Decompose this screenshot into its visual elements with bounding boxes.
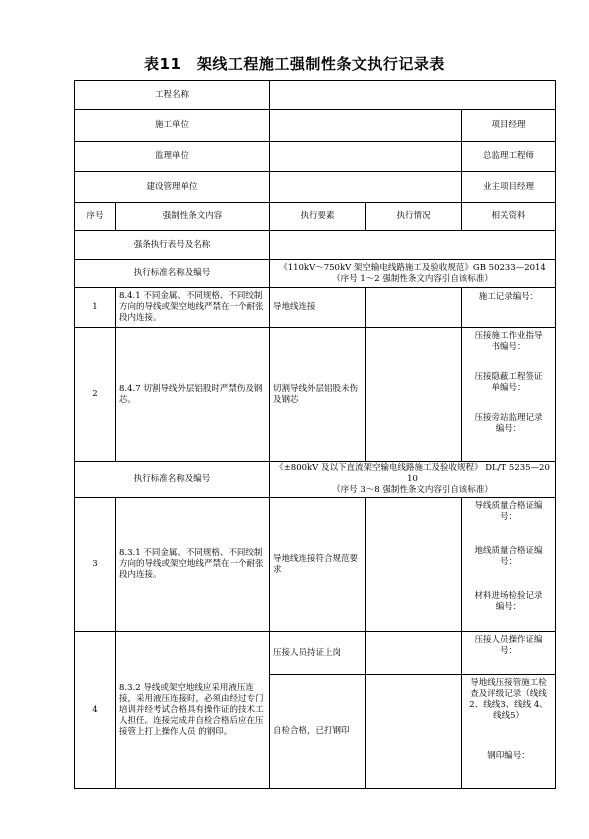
- row3-material-ref-3: 材料进场检验记录编号：: [474, 591, 543, 612]
- section2-standard-line2: （序号 3～8 强制性条文内容引自该标准）: [332, 485, 493, 495]
- table-row: [75, 498, 556, 632]
- row2-material-ref-1: 压接施工作业指导书编号：: [474, 331, 543, 352]
- row-construction-unit: [75, 110, 556, 142]
- section2-standard-line1: 《±800kV 及以下直流架空输电线路施工及验收规程》 DL/T 5235—2010: [275, 463, 550, 484]
- row1-seq: 1: [75, 288, 116, 328]
- record-no-row: [75, 231, 556, 260]
- row4-status-a[interactable]: [366, 632, 462, 675]
- construction-mgmt-unit-value[interactable]: [270, 172, 462, 203]
- row3-clause: 8.3.1 不同金属、不同规格、不同绞制方向的导线或架空地线严禁在一个耐张段内连接。: [116, 498, 270, 632]
- row3-materials: [462, 498, 556, 632]
- column-header-row: [75, 203, 556, 231]
- row-supervision-unit: [75, 142, 556, 172]
- col-clause-header: 强制性条文内容: [116, 203, 270, 231]
- supervision-unit-label: 监理单位: [75, 142, 270, 172]
- chief-supervisor-label: 总监理工程师: [462, 142, 556, 172]
- row1-materials: [462, 288, 556, 328]
- table-row: [75, 328, 556, 462]
- row2-material-ref-3: 压接旁站监理记录编号：: [474, 413, 543, 434]
- row1-material-ref: 施工记录编号：: [478, 292, 539, 302]
- row1-clause: 8.4.1 不同金属、不同规格、不同绞制方向的导线或架空地线严禁在一个耐张段内连接。: [116, 288, 270, 328]
- section1-standard-line2: （序号 1～2 强制性条文内容引自该标准）: [332, 273, 493, 284]
- section1-standard-value: [270, 260, 556, 288]
- row4-clause: 8.3.2 导线或架空地线应采用液压连接，采用液压连接时，必须由经过专门培训并经考试合格具有操作证的技术工人担任。连接完成并自检合格后应在压接管上打上操作人员 的钢印。: [116, 632, 270, 789]
- section2-standard-row: [75, 462, 556, 498]
- row2-clause: 8.4.7 切割导线外层铝股时严禁伤及钢芯。: [116, 328, 270, 462]
- record-no-value[interactable]: [270, 231, 556, 260]
- row-construction-mgmt-unit: [75, 172, 556, 203]
- row4-material-ref-2: 导地线压接管施工检查及评级记录（线线2、线线3、线线 4、线线5）: [469, 678, 548, 721]
- table-row: [75, 288, 556, 328]
- supervision-unit-value[interactable]: [270, 142, 462, 172]
- row3-material-ref-1: 导线质量合格证编号：: [474, 501, 543, 522]
- row4-requirement-a: 压接人员持证上岗: [270, 632, 366, 675]
- row2-seq: 2: [75, 328, 116, 462]
- record-no-label: 强条执行表号及名称: [75, 231, 270, 260]
- col-seq-header: 序号: [75, 203, 116, 231]
- page-title: 表11 架线工程施工强制性条文执行记录表: [144, 55, 445, 73]
- construction-unit-label: 施工单位: [75, 110, 270, 142]
- row4-status-b[interactable]: [366, 675, 462, 789]
- project-name-value[interactable]: [270, 81, 556, 110]
- owner-manager-label: 业主项目经理: [462, 172, 556, 203]
- row4-materials-b: [462, 675, 556, 789]
- col-materials-header: 相关资料: [462, 203, 556, 231]
- row1-status[interactable]: [366, 288, 462, 328]
- row3-seq: 3: [75, 498, 116, 632]
- col-requirement-header: 执行要素: [270, 203, 366, 231]
- section2-standard-value: [270, 462, 556, 498]
- row4-requirement-b: 自检合格，已打钢印: [270, 675, 366, 789]
- row4-materials-a: [462, 632, 556, 675]
- section1-standard-row: [75, 260, 556, 288]
- section1-standard-line1: 《110kV～750kV 架空输电线路施工及验收规范》GB 50233—2014: [279, 262, 546, 273]
- project-name-label: 工程名称: [75, 81, 270, 110]
- project-manager-label: 项目经理: [462, 110, 556, 142]
- section1-standard-label: 执行标准名称及编号: [75, 260, 270, 288]
- row1-requirement: 导地线连接: [270, 288, 366, 328]
- row3-material-ref-2: 地线质量合格证编号：: [474, 546, 543, 567]
- row2-materials: [462, 328, 556, 462]
- row3-requirement: 导地线连接符合规范要求: [270, 498, 366, 632]
- row4-material-ref-3: 钢印编号：: [487, 751, 530, 761]
- row2-material-ref-2: 压接隐蔽工程签证单编号：: [474, 372, 543, 393]
- construction-unit-value[interactable]: [270, 110, 462, 142]
- table-row: [75, 632, 556, 675]
- row2-requirement: 切割导线外层铝股未伤及钢芯: [270, 328, 366, 462]
- row4-seq: 4: [75, 632, 116, 789]
- col-status-header: 执行情况: [366, 203, 462, 231]
- row3-status[interactable]: [366, 498, 462, 632]
- row4-material-ref-1: 压接人员操作证编号：: [474, 635, 543, 656]
- row2-status[interactable]: [366, 328, 462, 462]
- section2-standard-label: 执行标准名称及编号: [75, 462, 270, 498]
- construction-mgmt-unit-label: 建设管理单位: [75, 172, 270, 203]
- record-table: [74, 80, 556, 789]
- row-project-name: [75, 81, 556, 110]
